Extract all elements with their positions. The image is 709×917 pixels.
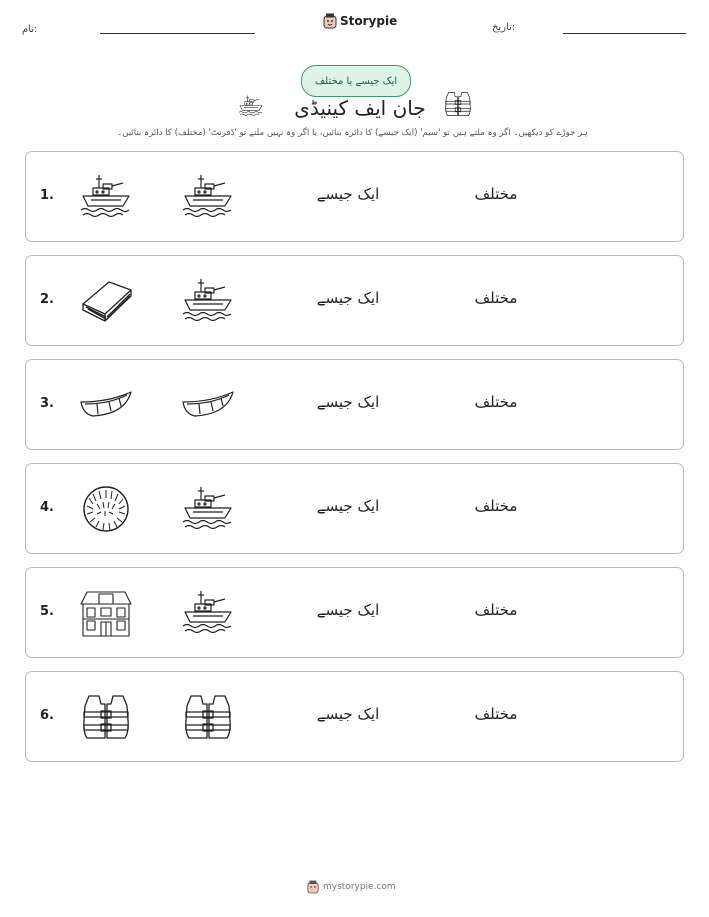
footer	[307, 880, 396, 894]
ship-icon	[181, 276, 235, 326]
question-row-5	[25, 567, 684, 658]
different-option[interactable]: مختلف	[474, 705, 518, 723]
canoe-icon	[79, 380, 133, 430]
ship-icon	[236, 94, 266, 118]
same-option[interactable]: ایک جیسے	[316, 497, 380, 515]
life-vest-icon	[443, 90, 473, 118]
different-option[interactable]: مختلف	[474, 393, 518, 411]
page-title: جان ایف کینیڈی	[294, 96, 426, 120]
different-option[interactable]: مختلف	[474, 497, 518, 515]
ship-icon	[181, 588, 235, 638]
same-option[interactable]: ایک جیسے	[316, 185, 380, 203]
life-vest-icon	[79, 692, 133, 742]
same-option[interactable]: ایک جیسے	[316, 289, 380, 307]
life-vest-icon	[181, 692, 235, 742]
question-row-1	[25, 151, 684, 242]
different-option[interactable]: مختلف	[474, 185, 518, 203]
row-number: 3.	[40, 396, 54, 411]
date-line[interactable]	[563, 33, 686, 34]
question-row-2	[25, 255, 684, 346]
instructions: ہر جوڑے کو دیکھیں۔ اگر وہ ملتے ہیں تو 'سیم' (ایک جیسے) کا دائرہ بنائیں، یا اگر وہ نہیں ملتے تو 'ڈفرنٹ' (مختلف) کا دائرہ بنائیں۔	[117, 128, 588, 138]
ship-icon	[79, 172, 133, 222]
brand-name: Storypie	[340, 14, 398, 28]
name-line[interactable]	[100, 33, 255, 34]
footer-site[interactable]: mystorypie.com	[323, 882, 396, 892]
storypie-mascot-icon	[307, 880, 319, 894]
row-number: 6.	[40, 708, 54, 723]
same-option[interactable]: ایک جیسے	[316, 393, 380, 411]
row-number: 4.	[40, 500, 54, 515]
worksheet-tag: ایک جیسے یا مختلف	[301, 65, 411, 97]
canoe-icon	[181, 380, 235, 430]
row-number: 2.	[40, 292, 54, 307]
date-label: تاریخ:	[492, 22, 516, 33]
coconut-icon	[79, 484, 133, 534]
question-row-4	[25, 463, 684, 554]
same-option[interactable]: ایک جیسے	[316, 705, 380, 723]
house-icon	[79, 588, 133, 638]
different-option[interactable]: مختلف	[474, 601, 518, 619]
same-option[interactable]: ایک جیسے	[316, 601, 380, 619]
different-option[interactable]: مختلف	[474, 289, 518, 307]
question-row-6	[25, 671, 684, 762]
question-row-3	[25, 359, 684, 450]
ship-icon	[181, 172, 235, 222]
ship-icon	[181, 484, 235, 534]
book-icon	[79, 276, 133, 326]
row-number: 1.	[40, 188, 54, 203]
storypie-logo	[323, 13, 397, 29]
row-number: 5.	[40, 604, 54, 619]
storypie-mascot-icon	[323, 13, 337, 29]
name-label: نام:	[22, 24, 38, 35]
